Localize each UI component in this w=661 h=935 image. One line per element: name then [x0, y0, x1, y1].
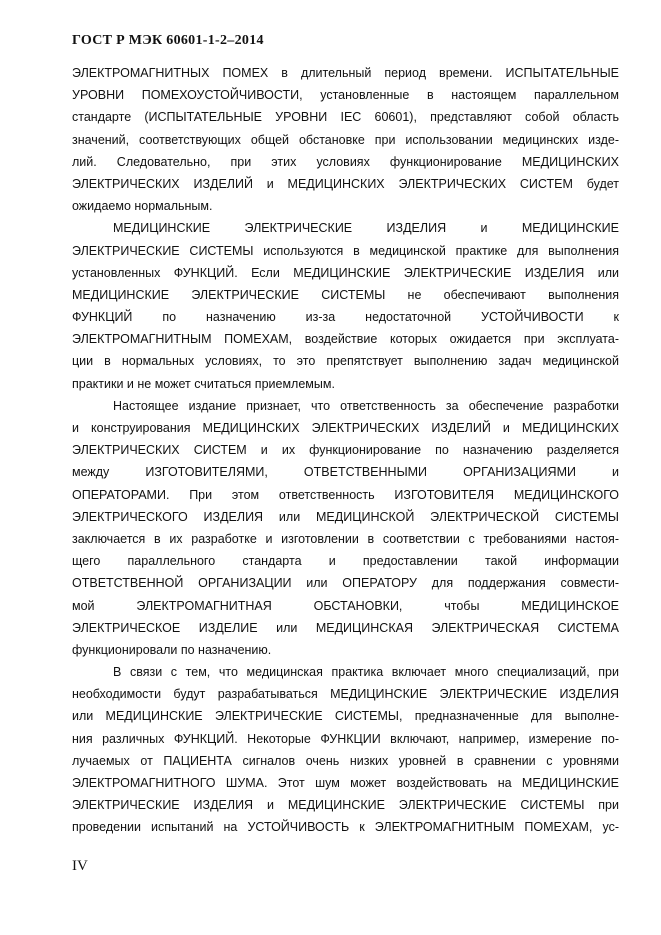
text-line: стандарте (ИСПЫТАТЕЛЬНЫЕ УРОВНИ IEC 60601), представляют собой область [72, 110, 619, 125]
text-line: лий. Следовательно, при этих условиях функционирование МЕДИЦИНСКИХ [72, 154, 619, 169]
text-line: ЭЛЕКТРИЧЕСКИХ ИЗДЕЛИЙ и МЕДИЦИНСКИХ ЭЛЕКТРИЧЕСКИХ СИСТЕМ будет [72, 176, 619, 191]
text-line: ЭЛЕКТРОМАГНИТНЫХ ПОМЕХ в длительный период времени. ИСПЫТАТЕЛЬНЫЕ [72, 66, 619, 80]
text-line: ЭЛЕКТРИЧЕСКИЕ ИЗДЕЛИЯ и МЕДИЦИНСКИЕ ЭЛЕКТРИЧЕСКИЕ СИСТЕМЫ при [72, 798, 619, 813]
text-line: и конструирования МЕДИЦИНСКИХ ЭЛЕКТРИЧЕСКИХ ИЗДЕЛИЙ и МЕДИЦИНСКИХ [72, 421, 619, 435]
text-line: Настоящее издание признает, что ответственность за обеспечение разработки [113, 398, 619, 413]
text-line: заключается в их разработке и изготовлении в соответствии с требованиями настоя- [72, 531, 619, 546]
text-line: ЭЛЕКТРИЧЕСКОГО ИЗДЕЛИЯ или МЕДИЦИНСКОЙ ЭЛЕКТРИЧЕСКОЙ СИСТЕМЫ [72, 509, 619, 524]
text-line: ЭЛЕКТРИЧЕСКИХ СИСТЕМ и их функционирование по назначению разделяется [72, 443, 619, 458]
document-header: ГОСТ Р МЭК 60601-1-2–2014 [72, 33, 264, 48]
text-line: В связи с тем, что медицинская практика включает много специализаций, при [113, 665, 619, 680]
text-line: значений, соответствующих общей обстановке при использовании медицинских изде- [72, 132, 619, 147]
text-line: УРОВНИ ПОМЕХОУСТОЙЧИВОСТИ, установленные в настоящем параллельном [72, 88, 619, 103]
page-number: IV [72, 858, 88, 874]
text-line: ОПЕРАТОРАМИ. При этом ответственность ИЗГОТОВИТЕЛЯ МЕДИЦИНСКОГО [72, 487, 619, 502]
text-line: проведении испытаний на УСТОЙЧИВОСТЬ к ЭЛЕКТРОМАГНИТНЫМ ПОМЕХАМ, ус- [72, 820, 619, 835]
text-line: необходимости будут разрабатываться МЕДИЦИНСКИЕ ЭЛЕКТРИЧЕСКИЕ ИЗДЕЛИЯ [72, 687, 619, 702]
text-line: установленных ФУНКЦИЙ. Если МЕДИЦИНСКИЕ ЭЛЕКТРИЧЕСКИЕ ИЗДЕЛИЯ или [72, 265, 619, 280]
text-line: ожидаемо нормальным. [72, 199, 213, 214]
text-line: щего параллельного стандарта и предоставлении такой информации [72, 554, 619, 569]
text-line: ОТВЕТСТВЕННОЙ ОРГАНИЗАЦИИ или ОПЕРАТОРУ для поддержания совмести- [72, 576, 619, 591]
text-line: ния различных ФУНКЦИЙ. Некоторые ФУНКЦИИ включают, например, измерение по- [72, 731, 619, 746]
text-line: ФУНКЦИЙ по назначению из-за недостаточной УСТОЙЧИВОСТИ к [72, 310, 619, 325]
page-body-text [72, 62, 619, 839]
text-line: между ИЗГОТОВИТЕЛЯМИ, ОТВЕТСТВЕННЫМИ ОРГАНИЗАЦИЯМИ и [72, 465, 619, 480]
text-line: МЕДИЦИНСКИЕ ЭЛЕКТРИЧЕСКИЕ СИСТЕМЫ не обеспечивают выполнения [72, 287, 619, 302]
text-line: функционировали по назначению. [72, 642, 272, 657]
text-line: практики и не может считаться приемлемым. [72, 376, 335, 391]
text-line: МЕДИЦИНСКИЕ ЭЛЕКТРИЧЕСКИЕ ИЗДЕЛИЯ и МЕДИЦИНСКИЕ [113, 221, 619, 236]
text-line: или МЕДИЦИНСКИЕ ЭЛЕКТРИЧЕСКИЕ СИСТЕМЫ, предназначенные для выполне- [72, 709, 619, 724]
text-line: ции в нормальных условиях, то это препятствует выполнению задач медицинской [72, 354, 619, 369]
text-line: мой ЭЛЕКТРОМАГНИТНАЯ ОБСТАНОВКИ, чтобы МЕДИЦИНСКОЕ [72, 598, 619, 613]
text-line: ЭЛЕКТРИЧЕСКИЕ СИСТЕМЫ используются в медицинской практике для выполнения [72, 243, 619, 258]
text-line: лучаемых от ПАЦИЕНТА сигналов очень низких уровней в сравнении с уровнями [72, 753, 619, 768]
text-line: ЭЛЕКТРОМАГНИТНОГО ШУМА. Этот шум может воздействовать на МЕДИЦИНСКИЕ [72, 776, 619, 790]
text-line: ЭЛЕКТРОМАГНИТНЫМ ПОМЕХАМ, воздействие которых ожидается при эксплуата- [72, 332, 619, 347]
text-line: ЭЛЕКТРИЧЕСКОЕ ИЗДЕЛИЕ или МЕДИЦИНСКАЯ ЭЛЕКТРИЧЕСКАЯ СИСТЕМА [72, 620, 619, 635]
